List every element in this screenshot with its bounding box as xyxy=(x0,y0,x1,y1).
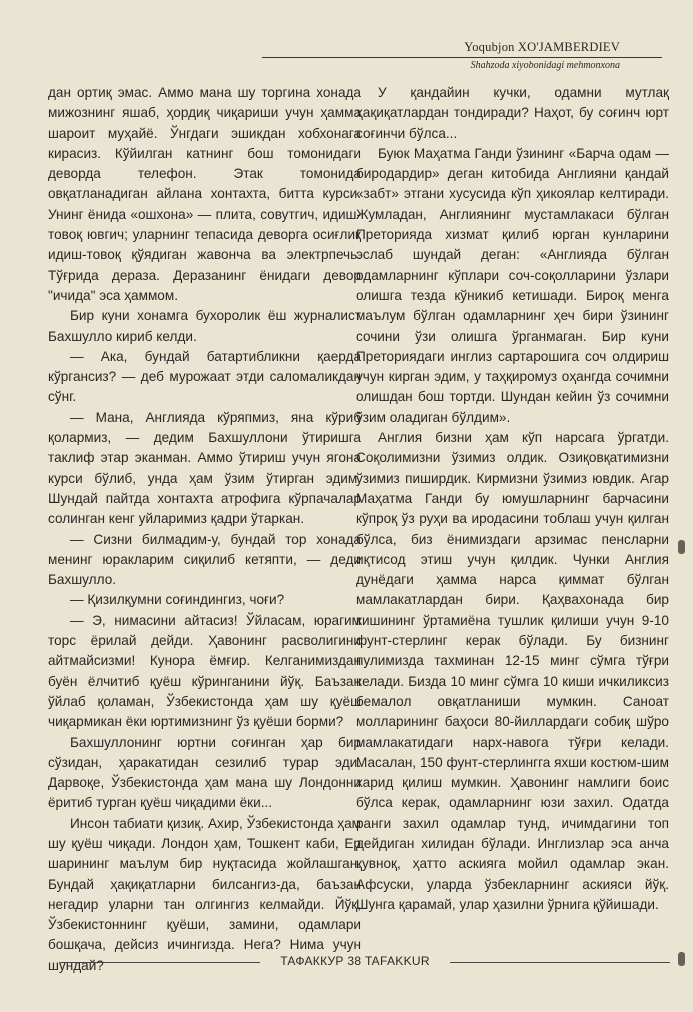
paragraph: — Қизилқумни соғиндингиз, чоғи? xyxy=(70,592,285,608)
left-text-column xyxy=(48,83,361,976)
page-edge-mark xyxy=(678,540,685,554)
footer-rule-left xyxy=(60,962,260,963)
header-rule xyxy=(262,57,662,58)
paragraph: Бир куни хонамга бухоролик ёш журналист Бахшулло кириб келди. xyxy=(48,308,361,344)
paragraph: — Э, нимасини айтасиз! Ўйласам, юрагим торс ёрилай дейди. Ҳавонинг расволигини айтмайсизми! Кунора ёмғир. Келганимиздан буён ёлчитиб қуёш кўринганини йўқ. Баъзан ўйлаб қоламан, Ўзбекистонда ҳам шу қуёш чиқармикан ёки юртимизнинг ўз қуёши борми? xyxy=(48,612,361,730)
paragraph: — Ака, бундай батартибликни қаерда кўргансиз? — деб мурожаат этди саломаликдан сўнг. xyxy=(48,348,361,405)
paragraph: Бахшуллонинг юртни соғинган ҳар бир сўзидан, ҳаракатидан сезилиб турар эди. Дарвоқе, Ўзбекистонда ҳам мана шу Лондонни ёритиб турган қуёш чиқадими ёки... xyxy=(48,734,361,811)
paragraph: дан ортиқ эмас. Аммо мана шу торгина хонада мижознинг яшаб, ҳордиқ чиқариши учун ҳамма шароит муҳайё. Ўнгдаги эшикдан хобхонага кирасиз. Кўйилган катнинг бош томонидаги деворда телефон. Этак томонида овқатланадиган айлана хонтахта, битта курси. Унинг ёнида «ошхона» — плита, совутгич, идиш-товоқ ювгич; уларнинг тепасида деворга осиғлиқ идиш-товоқ қўядиган жавонча ва электрпечь. Тўғрида дераза. Деразанинг ёнидаги девор "ичида" эса ҳаммом. xyxy=(48,85,361,303)
running-header-author: Yoqubjon XO'JAMBERDIEV xyxy=(464,40,620,54)
footer-rule-right xyxy=(450,962,670,963)
paragraph: У қандайин кучки, одамни мутлақ ҳақиқатлардан тондиради? Наҳот, бу соғинч юрт соғинчи бўлса... xyxy=(356,85,669,141)
page-edge-mark xyxy=(678,952,685,966)
footer-page-label: ТАФАККУР 38 TAFAKKUR xyxy=(280,954,430,968)
paragraph: Буюк Маҳатма Ганди ўзининг «Барча одам — биродардир» деган китобида Англияни қандай «забт» этгани хусусида кўп ҳикоялар келтиради. Жумладан, Англиянинг мустамлакаси бўлган Преторияда хизмат қилиб юрган кунларини эслаб шундай деган: «Англияда бўлган одамларнинг кўплари соч-соқолларини ўзлари олишга тезда кўникиб кетишади. Бироқ менга маълум бўлган одамларнинг ҳеч бири ўзининг сочини ўзи олишга ўрганмаган. Бир куни Преториядаги инглиз сартарошига соч олдириш учун кирган эдим, у таҳқиромуз оҳангда сочимни олишдан бош тортди. Шундан кейин ўз сочимни ўзим оладиган бўлдим». xyxy=(356,145,669,425)
paragraph: — Сизни билмадим-у, бундай тор хонада менинг юракларим сиқилиб кетяпти, — деди Бахшулло. xyxy=(48,531,361,588)
paragraph: Англия бизни ҳам кўп нарсага ўргатди. Соқолимизни ўзимиз олдик. Озиқовқатимизни ўзимиз пиширдик. Кирмизни ўзимиз ювдик. Агар Маҳатма Ганди бу юмушларнинг барчасини кўпроқ ўз руҳи ва иродасини тоблаш учун қилган бўлса, биз ёнимиздаги арзимас пенсларни иқтисод этиш учун қилдик. Чунки Англия дунёдаги ҳамма нарса қиммат бўлган мамлакатлардан бири. Қаҳвахонада бир кишининг ўртамиёна тушлик қилиши учун 9-10 фунт-стерлинг керак бўлади. Бу бизнинг пулимизда тахминан 12-15 минг сўмга тўғри келади. Бизда 10 минг сўмга 10 киши ичкиликсиз бемалол овқатланиши мумкин. Саноат молларининг баҳоси 80-йиллардаги собиқ шўро мамлакатидаги нарх-навога тўғри келади. Масалан, 150 фунт-стерлингга яхши костюм-шим харид қилиш мумкин. Ҳавонинг намлиги боис бўлса керак, одамларнинг юзи захил. Одатда ранги захил одамлар тунд, ичимдагини топ дейдиган хилидан бўлади. Инглизлар эса анча қувноқ, ҳатто аскияга мойил одамлар экан. Афсуски, уларда ўзбекларнинг аскияси йўқ. Шунга қарамай, улар ҳазилни ўрнига қўйишади. xyxy=(356,430,669,912)
right-text-column xyxy=(356,83,669,915)
paragraph: — Мана, Англияда кўряпмиз, яна кўриб қолармиз, — дедим Бахшуллони ўтиришга таклиф этар эканман. Аммо ўтириш учун ягона курси бўлиб, унда ҳам ўзим ўтирган эдим. Шундай пайтда хонтахта атрофига кўрпачалар солинган кенг уйларимиз қадри ўтаркан. xyxy=(48,409,361,527)
paragraph: Инсон табиати қизиқ. Ахир, Ўзбекистонда ҳам шу қуёш чиқади. Лондон ҳам, Тошкент каби, Ер шарининг маълум бир нуқтасида жойлашган. Бундай ҳақиқатларни билсангиз-да, баъзан негадир уларни тан олгингиз келмайди. Йўқ, Ўзбекистоннинг қуёши, замини, одамлари бошқача, дейсиз ичингизда. Нега? Нима учун шундай? xyxy=(48,815,361,973)
running-header-title: Shahzoda xiyobonidagi mehmonxona xyxy=(470,60,620,71)
page-footer xyxy=(60,954,670,970)
